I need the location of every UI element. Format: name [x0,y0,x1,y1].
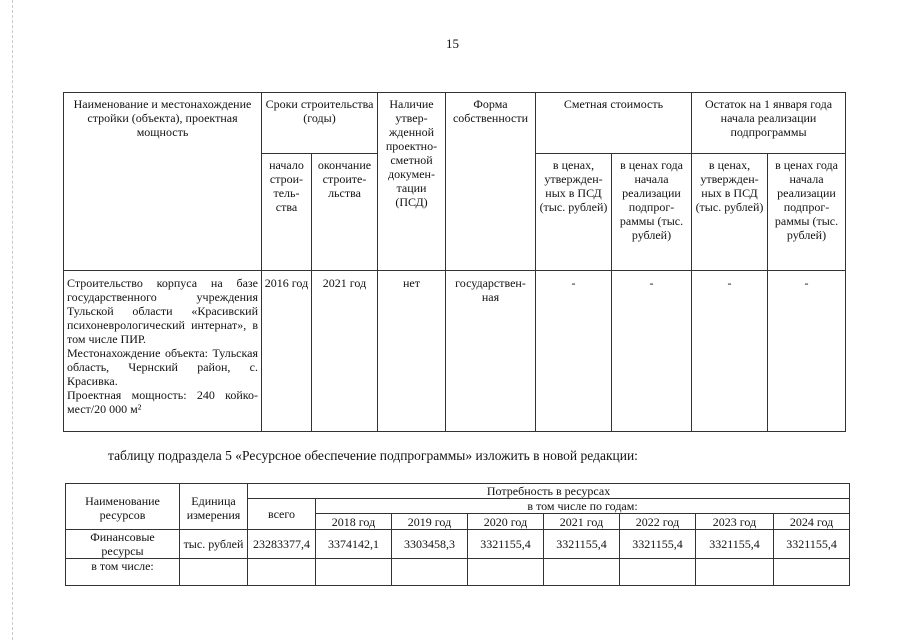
header-psd: Наличие утвер-жденной проектно-сметной докумен-тации (ПСД) [378,93,446,271]
header-year: 2024 год [774,514,850,530]
object-name-cell [64,271,262,432]
resource-year-value: 3374142,1 [316,530,392,559]
remainder-start-value: - [768,271,846,432]
header-by-years: в том числе по годам: [316,499,850,514]
header-ownership: Форма собственности [446,93,536,271]
header-year: 2022 год [620,514,696,530]
estimate-start-value: - [612,271,692,432]
resource-name: Финансовые ресурсы [66,530,180,559]
header-year: 2019 год [392,514,468,530]
resource-year-value: 3321155,4 [774,530,850,559]
resource-total: 23283377,4 [248,530,316,559]
start-year: 2016 год [262,271,312,432]
header-resource-need: Потребность в ресурсах [248,484,850,499]
construction-object-table [63,92,846,432]
header-resource-name: Наименование ресурсов [66,484,180,530]
resource-year-value [392,559,468,586]
header-year: 2021 год [544,514,620,530]
instruction-text: таблицу подраздела 5 «Ресурсное обеспечение подпрограммы» изложить в новой редакции: [108,448,638,463]
resource-unit [180,559,248,586]
resource-name: в том числе: [66,559,180,586]
header-year: 2020 год [468,514,544,530]
resource-year-value [696,559,774,586]
header-remainder: Остаток на 1 января года начала реализации подпрограммы [692,93,846,154]
page-number: 15 [446,36,459,51]
resource-year-value: 3321155,4 [620,530,696,559]
resource-year-value: 3321155,4 [544,530,620,559]
header-estimate-cost: Сметная стоимость [536,93,692,154]
object-location: Местонахождение объекта: Тульская область, Чернский район, с. Красивка. [67,346,258,388]
resource-year-value [774,559,850,586]
header-unit: Единица измерения [180,484,248,530]
object-description: Строительство корпуса на базе государственного учреждения Тульской области «Красивский психоневрологический интернат», в том числе ПИР. [67,276,258,346]
table-row [64,271,846,432]
table-row [66,530,850,559]
resource-year-value [544,559,620,586]
remainder-psd-value: - [692,271,768,432]
resource-year-value [316,559,392,586]
scan-edge-line [12,0,13,640]
resource-unit: тыс. рублей [180,530,248,559]
header-construction-terms: Сроки строительства (годы) [262,93,378,154]
header-estimate-start-prices: в ценах года начала реализации подпрог-раммы (тыс. рублей) [612,154,692,271]
resource-table [65,483,850,586]
header-start: начало строи-тель-ства [262,154,312,271]
estimate-psd-value: - [536,271,612,432]
resource-total [248,559,316,586]
header-remainder-psd-prices: в ценах, утвержден-ных в ПСД (тыс. рублей) [692,154,768,271]
header-object-name: Наименование и местонахождение стройки (объекта), проектная мощность [64,93,262,271]
psd-availability: нет [378,271,446,432]
header-year: 2023 год [696,514,774,530]
object-capacity: Проектная мощность: 240 койко-мест/20 000 м² [67,388,258,416]
header-total: всего [248,499,316,530]
resource-year-value [620,559,696,586]
ownership-form: государствен-ная [446,271,536,432]
header-end: окончание строите-льства [312,154,378,271]
header-estimate-psd-prices: в ценах, утвержден-ных в ПСД (тыс. рублей) [536,154,612,271]
header-year: 2018 год [316,514,392,530]
header-remainder-start-prices: в ценах года начала реализации подпрог-раммы (тыс. рублей) [768,154,846,271]
end-year: 2021 год [312,271,378,432]
resource-year-value [468,559,544,586]
resource-year-value: 3321155,4 [696,530,774,559]
resource-year-value: 3321155,4 [468,530,544,559]
resource-year-value: 3303458,3 [392,530,468,559]
table-row [66,559,850,586]
